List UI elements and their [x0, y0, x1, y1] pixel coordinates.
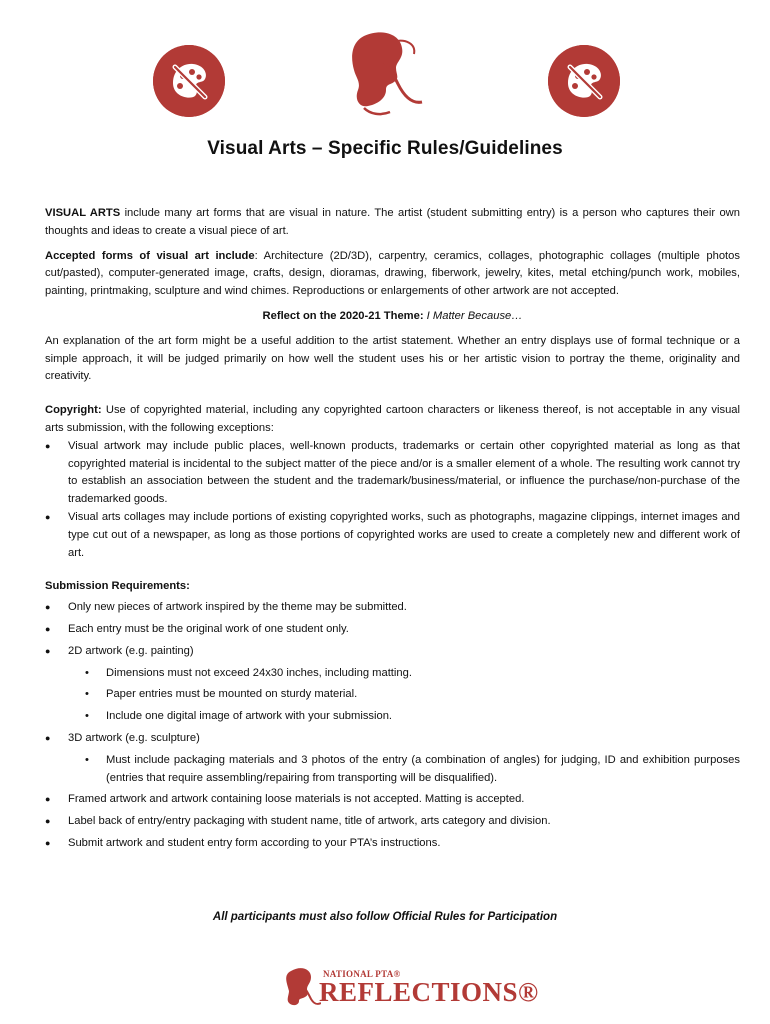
list-item-label: 2D artwork (e.g. painting): [68, 644, 194, 657]
brand-big-text: REFLECTIONS®: [319, 977, 539, 1007]
theme-value: I Matter Because…: [423, 309, 523, 322]
copyright-paragraph: [45, 402, 740, 438]
sub-list-item: • Dimensions must not exceed 24x30 inches, including matting.: [68, 665, 740, 683]
reflections-profile-logo-icon: [334, 28, 430, 120]
palette-brush-icon: [548, 45, 620, 117]
copyright-lead: Copyright:: [45, 404, 102, 417]
national-pta-reflections-logo: [281, 965, 539, 1007]
submission-requirements-list: [45, 599, 740, 853]
brand-small-text: NATIONAL PTA®: [323, 969, 401, 979]
list-item: ● Visual artwork may include public places, well-known products, trademarks or certain other copyrighted material as long as that copyrighted material is incidental to the subject matter of the piece and/or is a smaller element of a whole. The resulting work cannot try to establish an association between the student and the trademark/business/material, or influence the purchase/non-purchase of the trademarked goods.: [45, 438, 740, 509]
rules-body: [45, 205, 740, 857]
intro-paragraph: [45, 205, 740, 241]
copyright-text: Use of copyrighted material, including any copyrighted cartoon characters or likeness thereof, is not acceptable in any visual arts submission, with the following exceptions:: [45, 404, 740, 434]
theme-label: Reflect on the 2020-21 Theme:: [262, 309, 424, 322]
sub-list-item: • Paper entries must be mounted on sturdy material.: [68, 686, 740, 704]
sub-list-2d: [68, 665, 740, 726]
list-item-label: 3D artwork (e.g. sculpture): [68, 731, 200, 744]
page-title: Visual Arts – Specific Rules/Guidelines: [207, 138, 563, 159]
explanation-paragraph: An explanation of the art form might be a useful addition to the artist statement. Whether an entry displays use of formal technique or a simple approach, it will be judged primarily on how well the student uses his or her artistic vision to portray the theme, originality and creativity.: [45, 334, 740, 383]
list-item: ● Submit artwork and student entry form according to your PTA’s instructions.: [45, 835, 740, 853]
palette-brush-icon: [153, 45, 225, 117]
sub-list-3d: [68, 752, 740, 788]
sub-list-item: • Include one digital image of artwork with your submission.: [68, 708, 740, 726]
intro-lead: VISUAL ARTS: [45, 207, 121, 219]
reflections-profile-logo-icon: [281, 965, 321, 1007]
accepted-text: : Architecture (2D/3D), carpentry, ceramics, collages, photographic collages (multiple photos cut/pasted), computer-generated image, crafts, design, dioramas, drawing, fiberwork, jewelry, kites, metal etching/punch work, mobiles, painting, printmaking, sculpture and wind chimes. Reproductions or enlargements of other artwork are not accepted.: [45, 249, 740, 298]
official-rules-note: All participants must also follow Official Rules for Participation: [212, 911, 558, 923]
copyright-exceptions-list: [45, 438, 740, 563]
list-item: ● Only new pieces of artwork inspired by the theme may be submitted.: [45, 599, 740, 617]
submission-heading: Submission Requirements:: [45, 580, 190, 593]
accepted-lead: Accepted forms of visual art include: [45, 249, 255, 262]
list-item: ● Each entry must be the original work of one student only.: [45, 621, 740, 639]
list-item: [45, 643, 740, 726]
accepted-forms-paragraph: [45, 248, 740, 301]
list-item: ● Visual arts collages may include portions of existing copyrighted works, such as photographs, magazine clippings, internet images and type cut out of a newspaper, as long as those portions of copyrighted works are used to create a completely new and different work of art.: [45, 509, 740, 562]
list-item: ● Framed artwork and artwork containing loose materials is not accepted. Matting is accepted.: [45, 791, 740, 809]
sub-list-item: • Must include packaging materials and 3 photos of the entry (a combination of angles) for judging, ID and exhibition purposes (entries that require assembling/repairing from transporting will be disqualified).: [68, 752, 740, 788]
list-item: ● Label back of entry/entry packaging with student name, title of artwork, arts category and division.: [45, 813, 740, 831]
theme-line: [45, 308, 740, 326]
list-item: [45, 730, 740, 787]
intro-text: include many art forms that are visual in nature. The artist (student submitting entry) is a person who captures their own thoughts and ideas to create a visual piece of art.: [45, 207, 740, 237]
